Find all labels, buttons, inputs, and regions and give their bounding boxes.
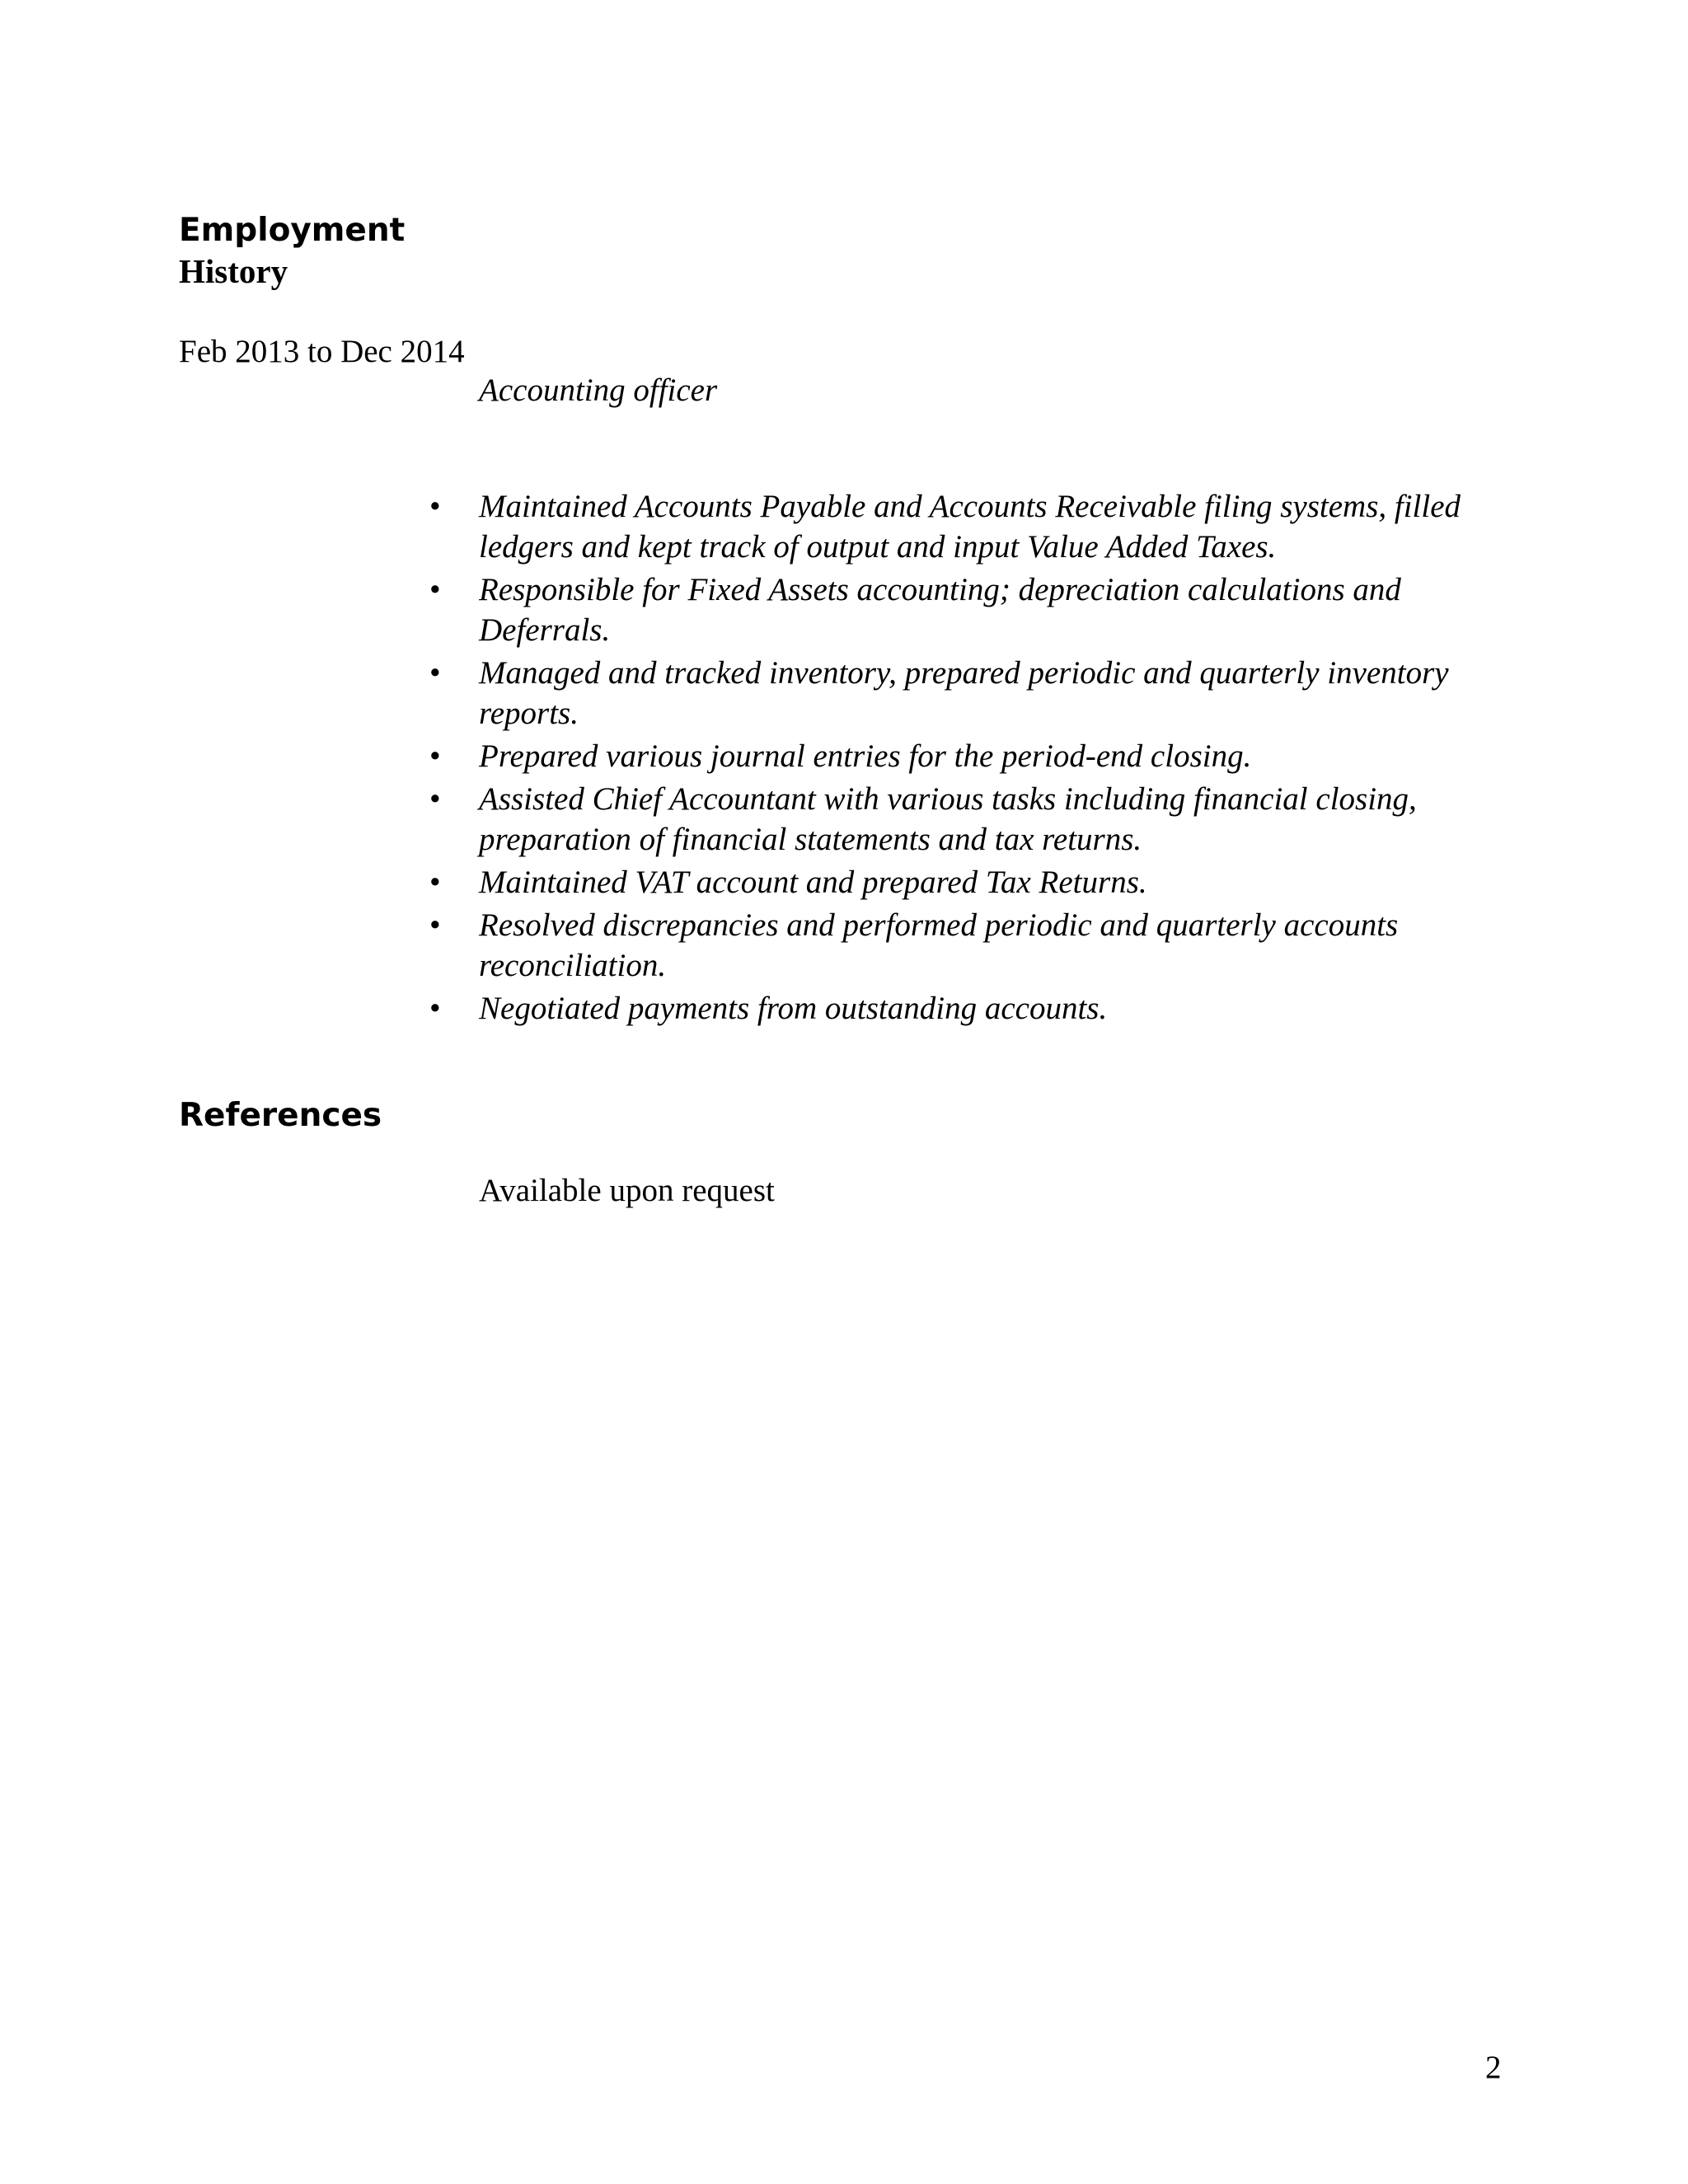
duty-text: Negotiated payments from outstanding accounts. — [479, 991, 1108, 1026]
duty-text: Resolved discrepancies and performed periodic and quarterly accounts reconciliation. — [479, 907, 1399, 983]
bullet-icon: • — [429, 738, 441, 774]
duty-text: Managed and tracked inventory, prepared periodic and quarterly inventory reports. — [479, 655, 1449, 731]
duty-text: Assisted Chief Accountant with various tasks including financial closing, preparation of financial statements and tax returns. — [479, 781, 1417, 857]
bullet-icon: • — [429, 781, 441, 817]
history-heading: History — [179, 252, 288, 290]
bullet-icon: • — [429, 991, 441, 1026]
references-text: Available upon request — [479, 1173, 775, 1208]
duty-text: Responsible for Fixed Assets accounting; depreciation calculations and Deferrals. — [479, 572, 1401, 648]
list-item — [429, 905, 1517, 986]
bullet-icon: • — [429, 655, 441, 691]
job-title: Accounting officer — [479, 373, 718, 408]
bullet-icon: • — [429, 865, 441, 900]
duty-text: Maintained VAT account and prepared Tax Returns. — [479, 865, 1147, 900]
list-item — [429, 736, 1517, 776]
list-item — [429, 988, 1517, 1029]
references-heading: References — [179, 1097, 382, 1134]
duties-list — [429, 486, 1517, 1031]
bullet-icon: • — [429, 907, 441, 943]
employment-date-range: Feb 2013 to Dec 2014 — [179, 334, 465, 369]
page-number: 2 — [1485, 2050, 1502, 2085]
bullet-icon: • — [429, 489, 441, 524]
bullet-icon: • — [429, 572, 441, 607]
list-item — [429, 486, 1517, 567]
employment-heading: Employment — [179, 212, 406, 249]
list-item — [429, 653, 1517, 733]
list-item — [429, 569, 1517, 650]
duty-text: Prepared various journal entries for the period-end closing. — [479, 738, 1252, 774]
list-item — [429, 779, 1517, 860]
list-item — [429, 862, 1517, 902]
duty-text: Maintained Accounts Payable and Accounts Receivable filing systems, filled ledgers and kept track of output and input Value Added Taxes. — [479, 489, 1461, 565]
